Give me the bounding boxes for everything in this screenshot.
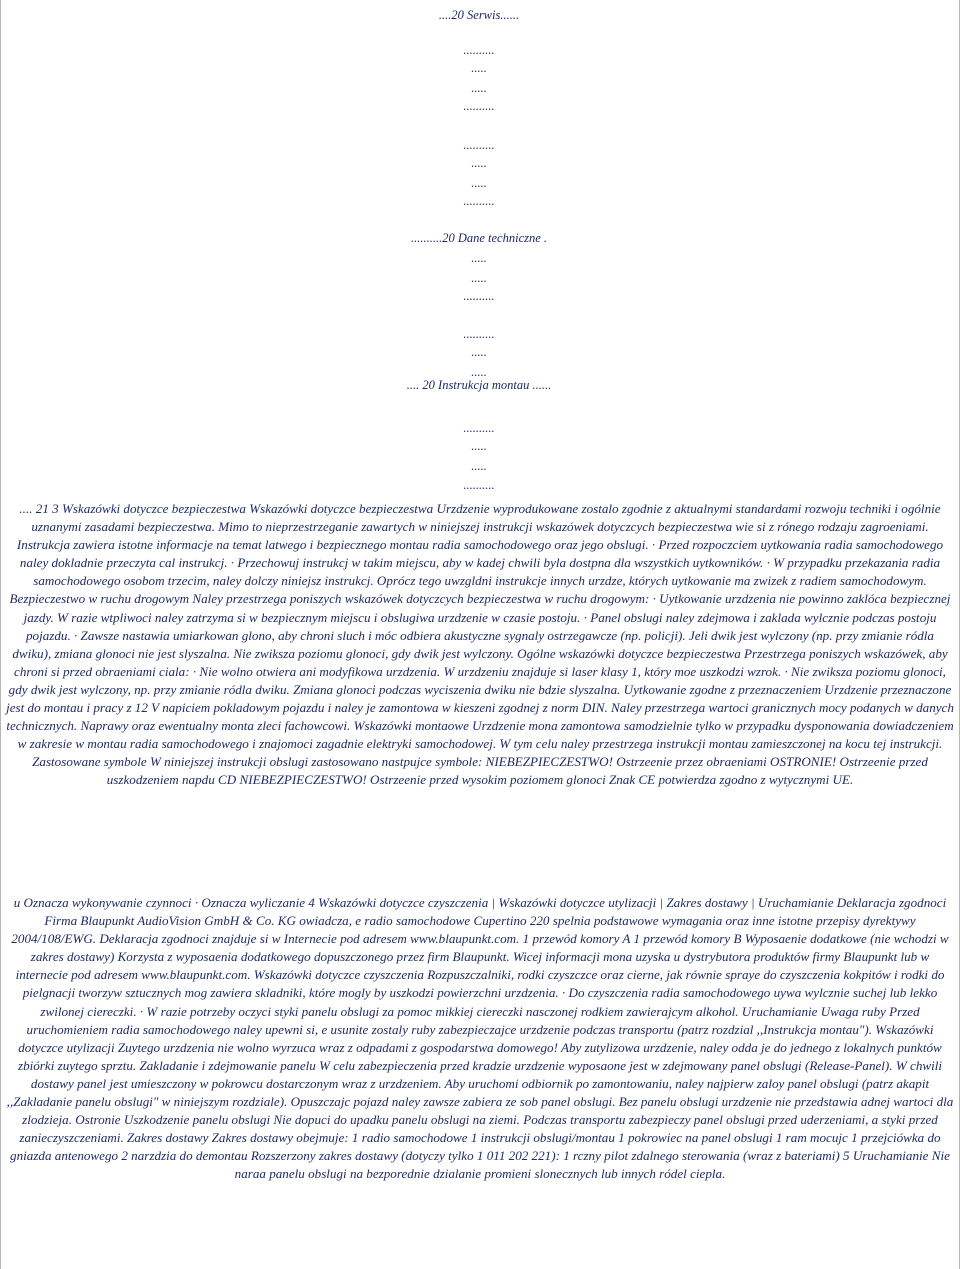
toc-line: ..........: [463, 289, 495, 303]
toc-line: .....: [471, 365, 487, 379]
toc-line: ..........: [463, 138, 495, 152]
toc-line: ..........: [463, 478, 495, 492]
toc-line: .....: [471, 156, 487, 170]
toc-line: .....: [471, 251, 487, 265]
toc-line: .... 20 Instrukcja montau ......: [406, 378, 552, 392]
toc-line: .....: [471, 81, 487, 95]
toc-line: ..........20 Dane techniczne .: [410, 231, 548, 245]
toc-line: .....: [471, 459, 487, 473]
toc-line: ..........: [463, 421, 495, 435]
toc-line: ..........: [463, 327, 495, 341]
cleaning-delivery-paragraph: u Oznacza wykonywanie czynnoci · Oznacza wyliczanie 4 Wskazówki dotyczce czyszczenia | Wskazówki dotyczce utylizacji | Zakres dostawy | Uruchamianie Deklaracja zgodnoci Firma Blaupunkt AudioVision GmbH & Co. KG owiadcza, e radio samochodowe Cupertino 220 spelnia podstawowe wymagania oraz inne istotne przepisy dyrektywy 2004/108/EWG. Deklaracja zgodnoci znajduje si w Internecie pod adresem www.blaupunkt.com. 1 przewód komory A 1 przewód komory B Wyposaenie dodatkowe (nie wchodzi w zakres dostawy) Korzysta z wyposaenia dodatkowego dopuszczonego przez firm Blaupunkt. Wicej informacji mona uzyska u dystrybutora produktów firmy Blaupunkt lub w internecie pod adresem www.blaupunkt.com. Wskazówki dotyczce czyszczenia Rozpuszczalniki, rodki czyszczce oraz cierne, jak równie spraye do czyszczenia kokpitów i rodki do pielgnacji tworzyw sztucznych mog zawiera skladniki, które mogly by uszkodzi powierzchni urzdzenia. · Do czyszczenia radia samochodowego uywa wylcznie suchej lub lekko zwilonej ciereczki. · W razie potrzeby oczyci styki panelu obslugi za pomoc mikkiej ciereczki nasczonej rodkiem zawierajcym alkohol. Uruchamianie Uwaga ruby Przed uruchomieniem radia samochodowego naley upewni si, e usunite zostaly ruby zabezpieczajce urzdzenie podczas transportu (patrz rozdzial ,,Instrukcja montau"). Wskazówki dotyczce utylizacji Zuytego urzdzenia nie wolno wyrzuca wraz z odpadami z gospodarstwa domowego! Aby zutylizowa urzdzenie, naley odda je do jednego z lokalnych punktów zbiórki zuytego sprztu. Zakladanie i zdejmowanie panelu W celu zabezpieczenia przed kradzie urzdzenie wyposaone jest w zdejmowany panel obslugi (Release-Panel). W chwili dostawy panel jest umieszczony w pokrowcu dostarczonym wraz z urzdzeniem. Aby uruchomi odbiornik po zamontowaniu, naley najpierw zaloy panel obslugi (patrz akapit ,,Zakladanie panelu obslugi" w niniejszym rozdziale). Opuszczajc pojazd naley zawsze zabiera ze sob panel obslugi. Bez panelu obslugi urzdzenie nie przedstawia adnej wartoci dla zlodzieja. Ostronie Uszkodzenie panelu obslugi Nie dopuci do upadku panelu obslugi na ziemi. Podczas transportu zabezpieczy panel obslugi przed uderzeniami, a styki przed zanieczyszczeniami. Zakres dostawy Zakres dostawy obejmuje: 1 radio samochodowe 1 instrukcji obslugi/montau 1 pokrowiec na panel obslugi 1 ram mocujc 1 przejciówka do gniazda antenowego 2 narzdzia do demontau Rozszerzony zakres dostawy (dotyczy tylko 1 011 202 221): 1 rczny pilot zdalnego sterowania (wraz z bateriami) 5 Uruchamianie Nie naraa panelu obslugi na bezporednie dzialanie promieni slonecznych lub innych ródel ciepla.: [6, 895, 954, 1182]
toc-line: ..........: [463, 99, 495, 113]
safety-instructions-paragraph: .... 21 3 Wskazówki dotyczce bezpieczestwa Wskazówki dotyczce bezpieczestwa Urzdzenie wyprodukowane zostalo zgodnie z aktualnymi standardami rozwoju techniki i ogólnie uznanymi zasadami bezpieczestwa. Mimo to nieprzestrzeganie zawartych w niniejszej instrukcji wskazówek dotyczcych bezpieczestwa wie si z rónego rodzaju zagroeniami. Instrukcja zawiera istotne informacje na temat latwego i bezpiecznego montau radia samochodowego oraz jego obslugi. · Przed rozpoczciem uytkowania radia samochodowego naley dokladnie przeczyta cal instrukcj. · Przechowuj instrukcj w takim miejscu, aby w kadej chwili byla dostpna dla wszystkich uytkowników. · W przypadku przekazania radia samochodowego osobom trzecim, naley dolczy niniejsz instrukcj. Oprócz tego uwzgldni instrukcje innych urzdze, których uytkowanie ma zwizek z radiem samochodowym. Bezpieczestwo w ruchu drogowym Naley przestrzega poniszych wskazówek dotyczcych bezpieczestwa w ruchu drogowym: · Uytkowanie urzdzenia nie powinno zaklóca bezpiecznej jazdy. W razie wtpliwoci naley zatrzyma si w bezpiecznym miejscu i obslugiwa urzdzenie w czasie postoju. · Panel obslugi naley zdejmowa i zaklada wylcznie podczas postoju pojazdu. · Zawsze nastawia umiarkowan glono, aby chroni sluch i móc odbiera akustyczne sygnaly ostrzegawcze (np. policji). Jeli dwik jest wylczony (np. przy zmianie ródla dwiku), zmiana glonoci nie jest slyszalna. Nie zwiksza poziomu glonoci, gdy dwik jest wylczony. Ogólne wskazówki dotyczce bezpieczestwa Przestrzega poniszych wskazówek, aby chroni si przed obraeniami ciala: · Nie wolno otwiera ani modyfikowa urzdzenia. W urzdzeniu znajduje si laser klasy 1, który moe uszkodzi wzrok. · Nie zwiksza poziomu glonoci, gdy dwik jest wylczony, np. przy zmianie ródla dwiku. Zmiana glonoci podczas wyciszenia dwiku nie bdzie slyszalna. Uytkowanie zgodne z przeznaczeniem Urzdzenie przeznaczone jest do montau i pracy z 12 V napiciem pokladowym pojazdu i naley je zamontowa w kieszeni zgodnej z norm DIN. Naley przestrzega wartoci granicznych mocy podanych w danych technicznych. Naprawy oraz ewentualny monta zleci fachowcowi. Wskazówki montaowe Urzdzenie mona zamontowa samodzielnie tylko w przypadku dysponowania dowiadczeniem w zakresie w montau radia samochodowego i znajomoci zagadnie elektryki samochodowej. W tym celu naley przestrzega instrukcji montau zamieszczonej na kocu tej instrukcji. Zastosowane symbole W niniejszej instrukcji obslugi zastosowano nastpujce symbole: NIEBEZPIECZESTWO! Ostrzeenie przez obraeniami OSTRONIE! Ostrzeenie przed uszkodzeniem napdu CD NIEBEZPIECZESTWO! Ostrzeenie przed wysokim poziomem glonoci Znak CE potwierdza zgodno z wytycznymi UE.: [6, 501, 954, 788]
toc-line: ....20 Serwis......: [438, 8, 520, 22]
toc-line: ..........: [463, 194, 495, 208]
toc-line: .....: [471, 61, 487, 75]
toc-line: .....: [471, 345, 487, 359]
toc-line: .....: [471, 271, 487, 285]
toc-line: ..........: [463, 43, 495, 57]
toc-line: .....: [471, 176, 487, 190]
toc-line: .....: [471, 439, 487, 453]
